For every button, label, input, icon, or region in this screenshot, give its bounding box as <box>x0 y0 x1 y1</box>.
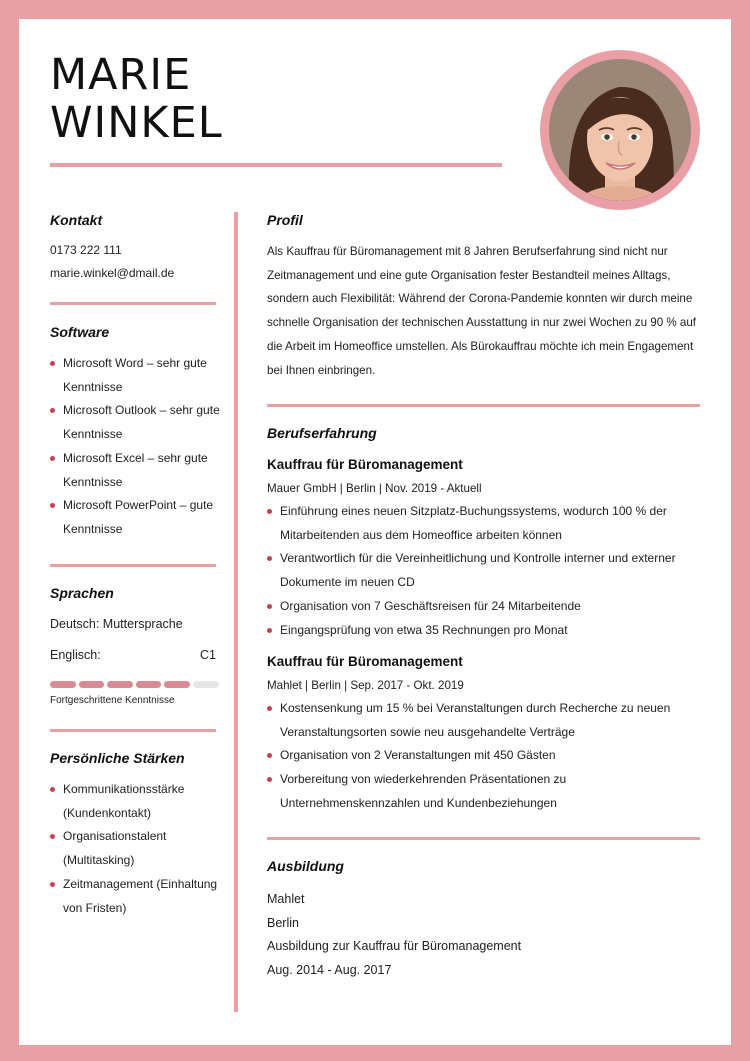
list-item: Microsoft Outlook – sehr gute Kenntnisse <box>50 399 220 446</box>
column-divider <box>234 212 238 1012</box>
rating-segment-filled <box>79 681 105 688</box>
experience-heading: Berufserfahrung <box>267 425 377 441</box>
language-rating-caption: Fortgeschrittene Kenntnisse <box>50 695 175 706</box>
language-english-level: C1 <box>200 648 216 662</box>
list-item: Verantwortlich für die Vereinheitlichung und Kontrolle interner und externer Dokumente im neuen CD <box>267 547 707 594</box>
list-item: Eingangsprüfung von etwa 35 Rechnungen pro Monat <box>267 619 707 643</box>
education-heading: Ausbildung <box>267 858 344 874</box>
list-item: Microsoft Word – sehr gute Kenntnisse <box>50 352 220 399</box>
languages-heading: Sprachen <box>50 585 114 601</box>
rating-segment-filled <box>50 681 76 688</box>
languages-divider <box>50 729 216 732</box>
list-item: Organisation von 2 Veranstaltungen mit 450 Gästen <box>267 744 707 768</box>
contact-heading: Kontakt <box>50 212 103 228</box>
job-meta: Mahlet | Berlin | Sep. 2017 - Okt. 2019 <box>267 679 464 692</box>
list-item: Kostensenkung um 15 % bei Veranstaltungen durch Recherche zu neuen Veranstaltungsorten sowie neu ausgehandelte Verträge <box>267 697 707 744</box>
profile-text: Als Kauffrau für Büromanagement mit 8 Jahren Berufserfahrung sind nicht nur Zeitmanagement und eine gute Organisation fester Bestandteil meines Alltags, sondern auch Flexibilität: Während der Corona-Pandemie konnten wir durch meine schnelle Organisation der technischen Ausstattung in nur zwei Wochen zu 90 % auf die Arbeit im Homeoffice umstellen. Als Bürokauffrau möchte ich mein Engagement bei Ihnen einbringen. <box>267 245 697 377</box>
profile-photo <box>549 59 691 201</box>
resume-page <box>19 19 731 1045</box>
candidate-name <box>50 51 223 147</box>
profile-divider <box>267 404 700 407</box>
job-bullets <box>267 697 707 816</box>
rating-segment-filled <box>107 681 133 688</box>
first-name: MARIE <box>50 50 192 100</box>
profile-photo-frame <box>540 50 700 210</box>
list-item: Einführung eines neuen Sitzplatz-Buchungssystems, wodurch 100 % der Mitarbeitenden aus dem Homeoffice arbeiten können <box>267 500 707 547</box>
software-list <box>50 352 220 542</box>
strengths-heading: Persönliche Stärken <box>50 750 185 766</box>
list-item: Organisation von 7 Geschäftsreisen für 24 Mitarbeitende <box>267 595 707 619</box>
job-bullets <box>267 500 707 642</box>
education-company: Mahlet <box>267 892 305 906</box>
contact-email: marie.winkel@dmail.de <box>50 266 175 280</box>
language-english-label: Englisch: <box>50 648 101 662</box>
contact-divider <box>50 302 216 305</box>
strengths-list <box>50 778 220 920</box>
job-title: Kauffrau für Büromanagement <box>267 457 463 472</box>
rating-segment-empty <box>193 681 219 688</box>
list-item: Vorbereitung von wiederkehrenden Präsentationen zu Unternehmenskennzahlen und Kundenbeziehungen <box>267 768 707 815</box>
language-german <box>50 617 216 631</box>
list-item: Zeitmanagement (Einhaltung von Fristen) <box>50 873 220 920</box>
list-item: Microsoft PowerPoint – gute Kenntnisse <box>50 494 220 541</box>
list-item: Microsoft Excel – sehr gute Kenntnisse <box>50 447 220 494</box>
rating-segment-filled <box>164 681 190 688</box>
language-english <box>50 648 216 662</box>
job-meta: Mauer GmbH | Berlin | Nov. 2019 - Aktuell <box>267 482 482 495</box>
software-divider <box>50 564 216 567</box>
language-rating-bar <box>50 681 219 688</box>
job-title: Kauffrau für Büromanagement <box>267 654 463 669</box>
last-name: WINKEL <box>50 98 223 148</box>
experience-divider <box>267 837 700 840</box>
portrait-image <box>549 59 691 201</box>
list-item: Kommunikationsstärke (Kundenkontakt) <box>50 778 220 825</box>
language-german-text: Deutsch: Muttersprache <box>50 617 183 631</box>
contact-phone: 0173 222 111 <box>50 243 122 257</box>
list-item: Organisationstalent (Multitasking) <box>50 825 220 872</box>
name-divider <box>50 163 502 167</box>
education-degree: Ausbildung zur Kauffrau für Büromanagement <box>267 939 522 953</box>
education-period: Aug. 2014 - Aug. 2017 <box>267 963 392 977</box>
profile-heading: Profil <box>267 212 303 228</box>
rating-segment-filled <box>136 681 162 688</box>
software-heading: Software <box>50 324 110 340</box>
education-city: Berlin <box>267 916 299 930</box>
